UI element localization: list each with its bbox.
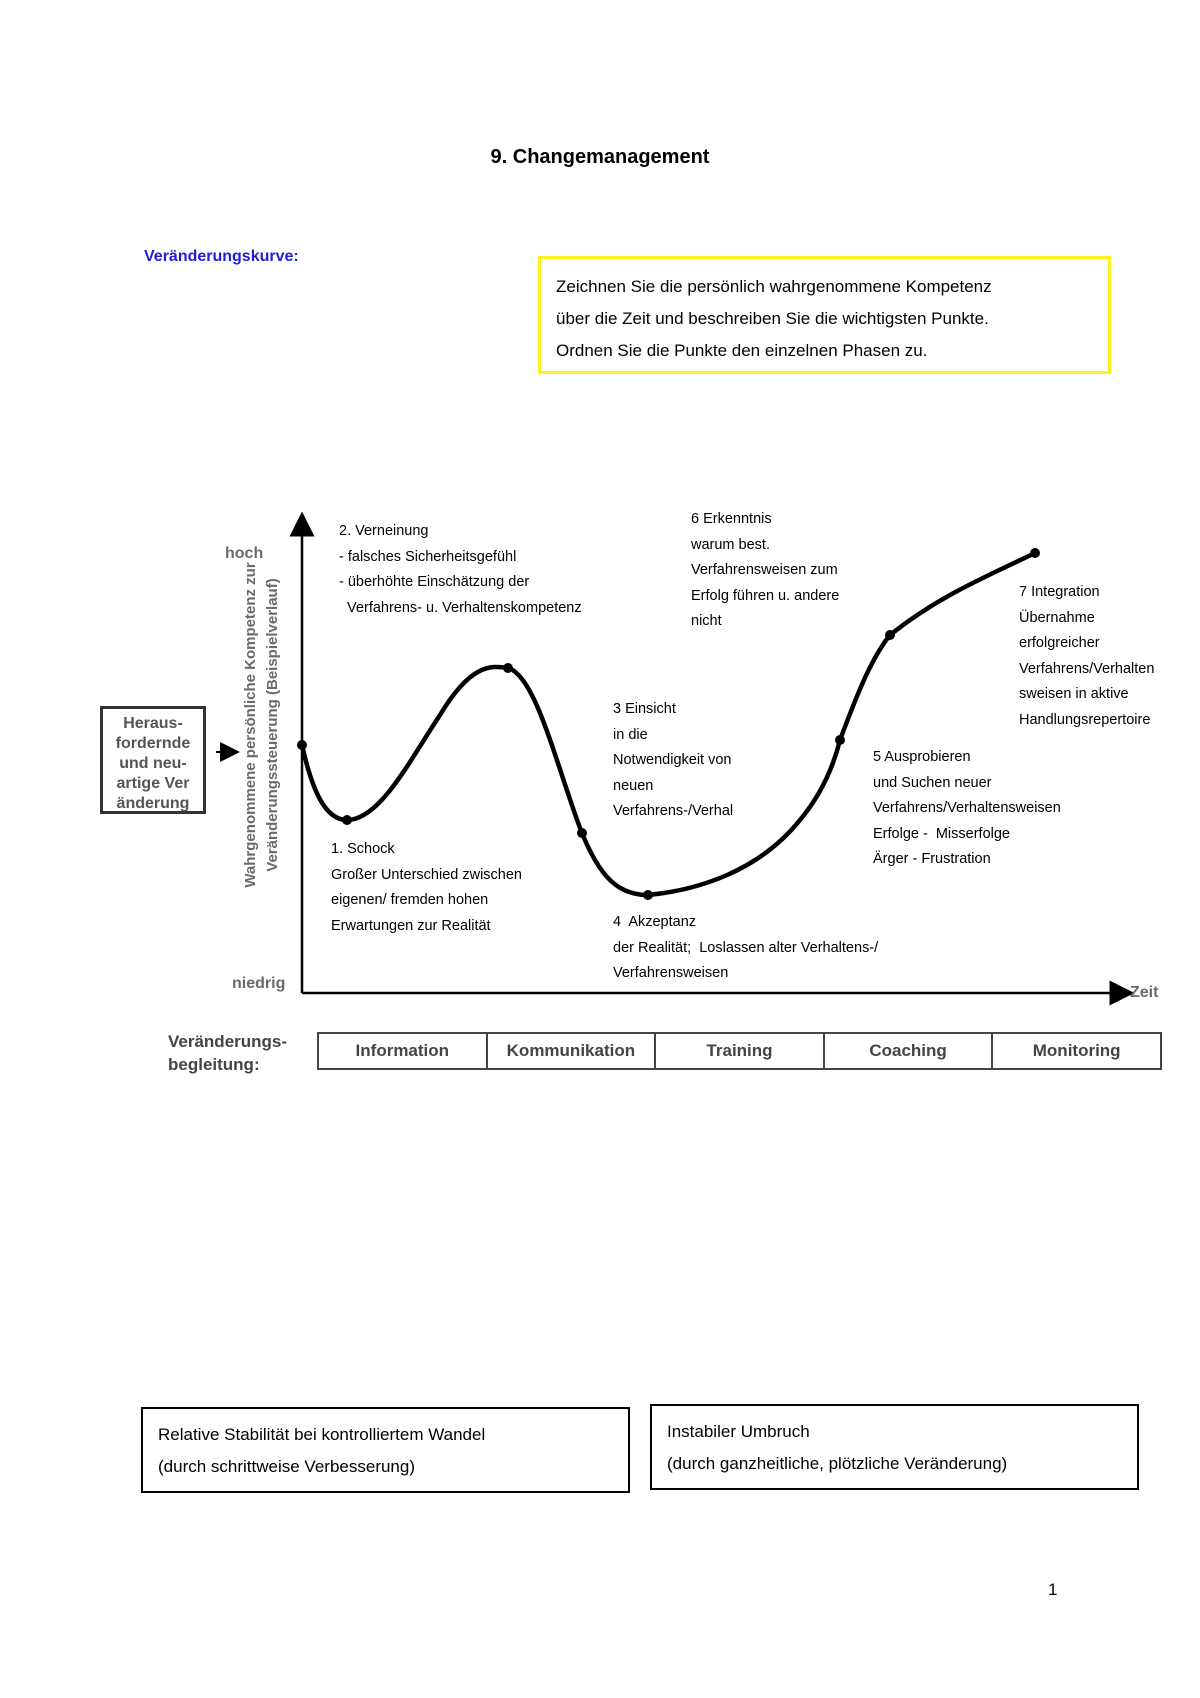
- annotation-line: warum best.: [691, 536, 770, 553]
- begleitung-line: begleitung:: [168, 1055, 260, 1074]
- y-axis-title-line: Wahrgenommene persönliche Kompetenz zur: [242, 562, 259, 888]
- annotation-line: 4 Akzeptanz: [613, 914, 697, 930]
- annotation-line: Großer Unterschied zwischen: [331, 866, 522, 883]
- annotation-ausprobieren: [873, 745, 1061, 873]
- annotation-line: sweisen in aktive: [1019, 686, 1129, 702]
- annotation-schock: [331, 837, 522, 939]
- annotation-line: Verfahrensweisen zum: [691, 562, 838, 578]
- section-label: Veränderungskurve:: [144, 248, 299, 265]
- phase-coaching: Coaching: [825, 1034, 994, 1068]
- y-low-label: niedrig: [232, 975, 286, 992]
- annotation-line: erfolgreicher: [1019, 635, 1100, 651]
- annotation-line: Handlungsrepertoire: [1019, 711, 1151, 728]
- curve-point-akzeptanz: [643, 890, 653, 900]
- phase-information: Information: [319, 1034, 488, 1068]
- annotation-line: Ärger - Frustration: [873, 851, 991, 867]
- upheaval-box: [650, 1404, 1139, 1490]
- annotation-line: - falsches Sicherheitsgefühl: [339, 548, 517, 565]
- annotation-line: Verfahrens/Verhaltensweisen: [873, 800, 1061, 816]
- annotation-line: 7 Integration: [1019, 584, 1100, 600]
- annotation-line: nicht: [691, 613, 722, 629]
- annotation-verneinung: [339, 519, 582, 621]
- curve-point-ausprobieren: [835, 735, 845, 745]
- annotation-line: und Suchen neuer: [873, 774, 992, 791]
- x-axis-label: Zeit: [1130, 984, 1159, 1001]
- stability-line: (durch schrittweise Verbesserung): [158, 1457, 416, 1476]
- phase-monitoring: Monitoring: [1032, 1041, 1121, 1060]
- annotation-line: Notwendigkeit von: [613, 752, 732, 768]
- curve-point-einsicht: [577, 828, 587, 838]
- curve-point-integration: [1030, 548, 1040, 558]
- challenge-line: änderung: [116, 795, 190, 812]
- annotation-line: neuen: [613, 777, 654, 794]
- annotation-line: Erfolg führen u. andere: [691, 587, 840, 604]
- phase-training: Training: [656, 1034, 825, 1068]
- annotation-line: 3 Einsicht: [613, 701, 676, 717]
- begleitung-label: [168, 1030, 287, 1076]
- challenge-box: [100, 706, 206, 814]
- y-high-label: hoch: [225, 545, 264, 562]
- begleitung-line: Veränderungs-: [168, 1032, 288, 1051]
- y-axis-title-line: Veränderungssteuerung (Beispielverlauf): [264, 578, 281, 872]
- phase-kommunikation: Kommunikation: [488, 1034, 657, 1068]
- curve-point-erkenntnis: [885, 630, 895, 640]
- challenge-line: Heraus-: [123, 715, 183, 732]
- annotation-line: in die: [613, 726, 648, 743]
- annotation-erkenntnis: [691, 507, 839, 635]
- annotation-line: Verfahrensweisen: [613, 965, 729, 981]
- annotation-line: der Realität; Loslassen alter Verhaltens-/: [613, 939, 879, 956]
- task-line: über die Zeit und beschreiben Sie die wichtigsten Punkte.: [556, 309, 989, 328]
- curve-point-start: [297, 740, 307, 750]
- stability-box: [141, 1407, 630, 1493]
- annotation-einsicht: [613, 697, 733, 825]
- annotation-line: 6 Erkenntnis: [691, 511, 772, 527]
- annotation-integration: [1019, 580, 1154, 733]
- stability-line: Relative Stabilität bei kontrolliertem Wandel: [158, 1425, 486, 1444]
- annotation-line: Übernahme: [1019, 609, 1095, 626]
- task-line: Ordnen Sie die Punkte den einzelnen Phasen zu.: [556, 341, 928, 360]
- upheaval-line: Instabiler Umbruch: [667, 1422, 810, 1441]
- annotation-line: Erfolge - Misserfolge: [873, 825, 1010, 842]
- annotation-line: - überhöhte Einschätzung der: [339, 574, 530, 590]
- y-axis-title: [240, 490, 290, 960]
- page-title: 9. Changemanagement: [490, 146, 710, 168]
- annotation-line: Erwartungen zur Realität: [331, 917, 491, 934]
- annotation-line: eigenen/ fremden hohen: [331, 892, 489, 908]
- annotation-line: Verfahrens/Verhalten: [1019, 660, 1155, 677]
- annotation-line: 5 Ausprobieren: [873, 749, 971, 765]
- annotation-akzeptanz: [613, 910, 878, 987]
- annotation-line: Verfahrens- u. Verhaltenskompetenz: [339, 599, 582, 616]
- task-line: Zeichnen Sie die persönlich wahrgenommene Kompetenz: [556, 277, 992, 296]
- page-number: 1: [1048, 1580, 1058, 1599]
- upheaval-line: (durch ganzheitliche, plötzliche Veränderung): [667, 1454, 1008, 1473]
- annotation-line: 2. Verneinung: [339, 523, 429, 539]
- annotation-line: 1. Schock: [331, 841, 395, 857]
- annotation-line: Verfahrens-/Verhal: [613, 803, 734, 819]
- challenge-line: fordernde: [115, 735, 191, 752]
- curve-point-verneinung: [503, 663, 513, 673]
- phase-table: [317, 1032, 1162, 1070]
- challenge-line: artige Ver: [116, 775, 190, 792]
- curve-point-schock: [342, 815, 352, 825]
- challenge-line: und neu-: [119, 755, 187, 772]
